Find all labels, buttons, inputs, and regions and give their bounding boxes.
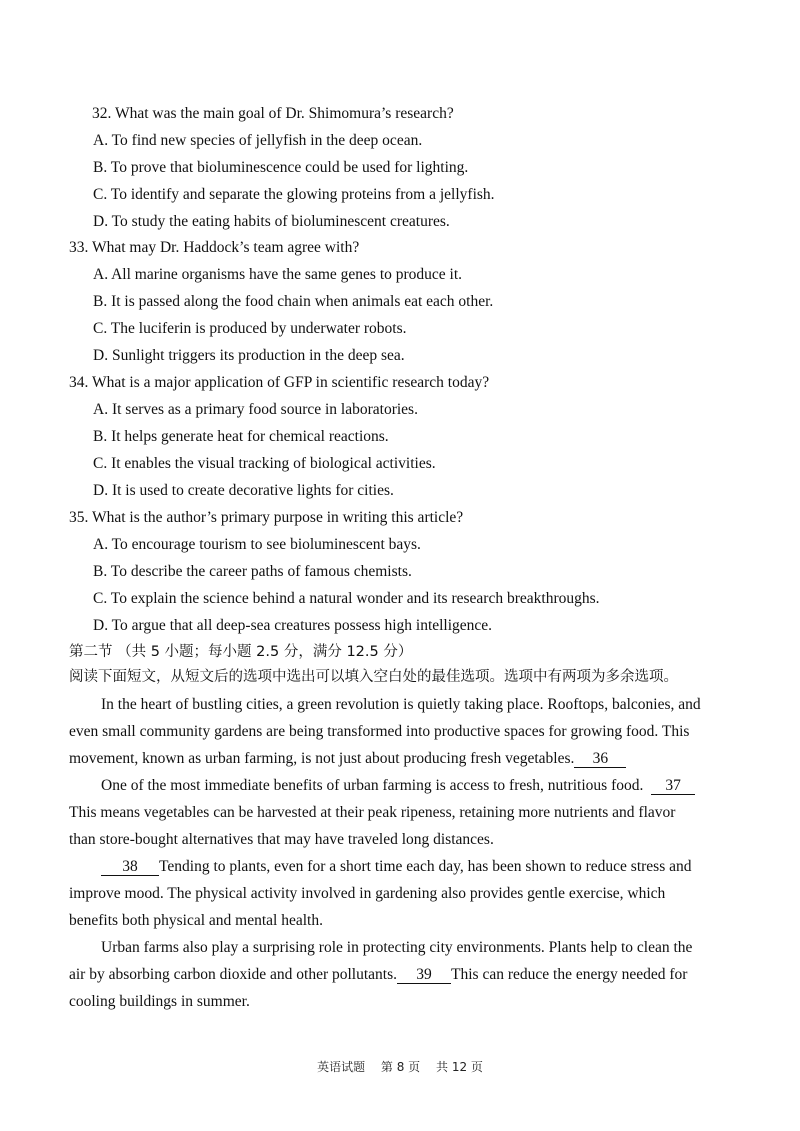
passage-p1-line3 — [69, 749, 626, 769]
passage-p4-line2-tail: This can reduce the energy needed for — [451, 966, 688, 983]
question-35-stem: 35. What is the author’s primary purpose in writing this article? — [69, 509, 464, 526]
passage-p4-line2 — [69, 965, 687, 985]
question-34-option-b: B. It helps generate heat for chemical reactions. — [93, 428, 389, 445]
blank-36[interactable]: 36 — [574, 750, 626, 768]
footer-total-pages: 共 12 页 — [436, 1060, 483, 1074]
blank-37[interactable]: 37 — [651, 777, 695, 795]
passage-p1-line2: even small community gardens are being transformed into productive spaces for growing food. This — [69, 723, 690, 740]
question-32-option-d: D. To study the eating habits of bioluminescent creatures. — [93, 213, 450, 230]
passage-p1-line3-text: movement, known as urban farming, is not just about producing fresh vegetables. — [69, 750, 575, 767]
question-32-option-a: A. To find new species of jellyfish in the deep ocean. — [93, 132, 423, 149]
page-footer — [0, 1058, 800, 1075]
question-33-option-d: D. Sunlight triggers its production in the deep sea. — [93, 347, 405, 364]
question-34-option-d: D. It is used to create decorative lights for cities. — [93, 482, 394, 499]
footer-subject: 英语试题 — [317, 1060, 366, 1074]
passage-p3-line1 — [101, 857, 692, 877]
passage-p2-line1 — [101, 776, 695, 796]
passage-p3-line2: improve mood. The physical activity involved in gardening also provides gentle exercise, which — [69, 885, 666, 902]
passage-p3-line3: benefits both physical and mental health. — [69, 912, 323, 929]
question-35-option-a: A. To encourage tourism to see bioluminescent bays. — [93, 536, 421, 553]
question-35-option-b: B. To describe the career paths of famous chemists. — [93, 563, 412, 580]
passage-p2-line1-text: One of the most immediate benefits of urban farming is access to fresh, nutritious food. — [101, 777, 644, 794]
passage-p4-line2-text: air by absorbing carbon dioxide and other pollutants. — [69, 966, 398, 983]
passage-p1-line1: In the heart of bustling cities, a green revolution is quietly taking place. Rooftops, balconies, and — [101, 696, 701, 713]
passage-p2-line2: This means vegetables can be harvested at their peak ripeness, retaining more nutrients and flavor — [69, 804, 676, 821]
question-33-stem: 33. What may Dr. Haddock’s team agree with? — [69, 239, 360, 256]
footer-page-number: 第 8 页 — [380, 1060, 421, 1074]
question-35-option-d: D. To argue that all deep-sea creatures possess high intelligence. — [93, 617, 493, 634]
section-instruction: 阅读下面短文，从短文后的选项中选出可以填入空白处的最佳选项。选项中有两项为多余选项。 — [69, 669, 678, 685]
question-33-option-a: A. All marine organisms have the same genes to produce it. — [93, 266, 463, 283]
passage-p2-line3: than store-bought alternatives that may have traveled long distances. — [69, 831, 494, 848]
blank-38[interactable]: 38 — [101, 858, 159, 876]
question-34-stem: 34. What is a major application of GFP in scientific research today? — [69, 374, 490, 391]
question-32-stem: 32. What was the main goal of Dr. Shimomura’s research? — [92, 105, 454, 122]
section-heading: 第二节 （共 5 小题；每小题 2.5 分，满分 12.5 分） — [69, 644, 413, 660]
blank-39[interactable]: 39 — [397, 966, 451, 984]
passage-p4-line1: Urban farms also play a surprising role in protecting city environments. Plants help to clean the — [101, 939, 693, 956]
question-32-option-b: B. To prove that bioluminescence could be used for lighting. — [93, 159, 469, 176]
question-32-option-c: C. To identify and separate the glowing proteins from a jellyfish. — [93, 186, 495, 203]
question-34-option-a: A. It serves as a primary food source in laboratories. — [93, 401, 418, 418]
question-33-option-b: B. It is passed along the food chain when animals eat each other. — [93, 293, 494, 310]
question-34-option-c: C. It enables the visual tracking of biological activities. — [93, 455, 436, 472]
passage-p3-line1-text: Tending to plants, even for a short time each day, has been shown to reduce stress and — [159, 858, 692, 875]
question-33-option-c: C. The luciferin is produced by underwater robots. — [93, 320, 407, 337]
question-35-option-c: C. To explain the science behind a natural wonder and its research breakthroughs. — [93, 590, 600, 607]
passage-p4-line3: cooling buildings in summer. — [69, 993, 250, 1010]
